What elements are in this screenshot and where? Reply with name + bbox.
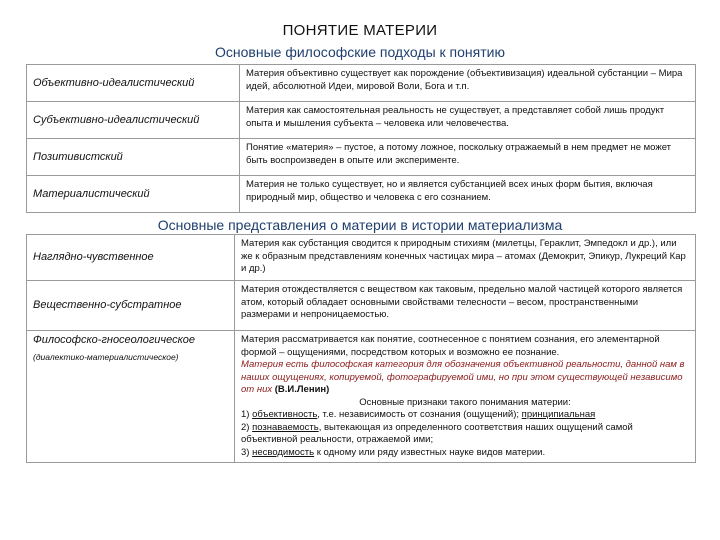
philosophical-intro: Материя рассматривается как понятие, соотнесенное с понятием сознания, его элементарной формой – ощущениями, посредством которых и возможно ее познание. [241,334,660,358]
table-row [27,65,696,102]
table-row [27,139,696,176]
definition-author: (В.И.Ленин) [274,384,330,395]
row-text: Материя как субстанция сводится к природным стихиям (милетцы, Гераклит, Эмпедокл и др.), или же к образным представлениям конечных частицах мира – атомах (Демокрит, Эпикур, Лукреций Кар и др.) [235,235,696,281]
lenin-definition: Материя есть философская категория для обозначения объективной реальности, данной нам в наших ощущениях, копируемой, фотографируемой ими, но при этом существующей независимо от них [241,359,685,395]
table-row [27,235,696,281]
row-label: Материалистический [27,176,240,213]
sign-2: 2) познаваемость, вытекающая из определенного соответствия наших ощущений самой объективной реальности, отражаемой ими; [241,421,633,445]
approaches-table [26,64,696,213]
page-title: ПОНЯТИЕ МАТЕРИИ [282,22,438,39]
row-label: Позитивистский [27,139,240,176]
row-text: Материя объективно существует как порождение (объективизация) идеальной субстанции – Мира идей, абсолютной Идеи, мировой Воли, Бога и т.п. [240,65,696,102]
row-text: Материя как самостоятельная реальность не существует, а представляет собой лишь продукт опыта и мышления субъекта – человека или человечества. [240,102,696,139]
philosophical-label: Философско-гносеологическое [33,334,196,346]
table-row [27,281,696,331]
row-label: Субъективно-идеалистический [27,102,240,139]
section-heading-approaches: Основные философские подходы к понятию [215,44,505,60]
philosophical-sublabel: (диалектико-материалистическое) [33,351,179,362]
row-text: Понятие «материя» – пустое, а потому ложное, поскольку отражаемый в нем предмет не может быть воспроизведен в опыте или эксперименте. [240,139,696,176]
table-row [27,102,696,139]
row-text: Материя не только существует, но и является субстанцией всех иных форм бытия, включая природный мир, общество и человека с его сознанием. [240,176,696,213]
signs-title: Основные признаки такого понимания материи: [359,396,571,408]
row-text [235,331,696,463]
row-text: Материя отождествляется с веществом как таковым, предельно малой частицей которого является атом, который обладает основными свойствами телесности – весом, пространственными размерами и непроницаемостью. [235,281,696,331]
row-label: Наглядно-чувственное [27,235,235,281]
row-label: Вещественно-субстратное [27,281,235,331]
history-table [26,234,696,463]
sign-1: 1) объективность, т.е. независимость от сознания (ощущений); принципиальная [241,409,596,420]
row-label: Объективно-идеалистический [27,65,240,102]
sign-3: 3) несводимость к одному или ряду известных науке видов материи. [241,446,546,458]
table-row [27,176,696,213]
row-label [27,331,235,463]
table-row [27,331,696,463]
section-heading-history: Основные представления о материи в истории материализма [157,217,563,233]
